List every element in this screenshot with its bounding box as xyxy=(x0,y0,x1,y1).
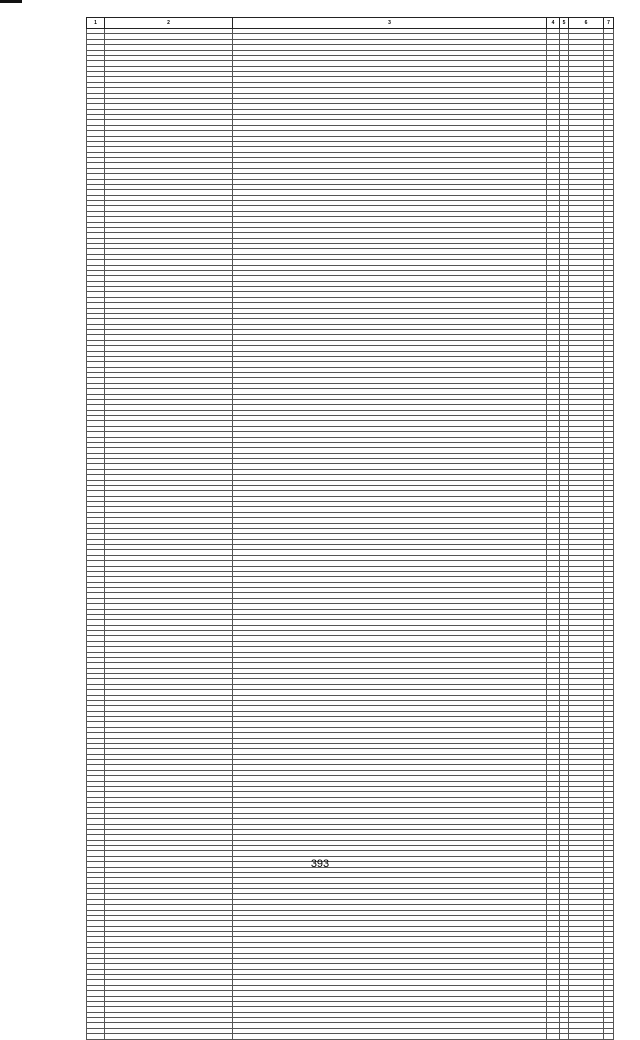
header-col-5: 5 xyxy=(560,18,569,29)
header-col-6: 6 xyxy=(569,18,604,29)
table-row xyxy=(87,1034,614,1039)
page-number: 393 xyxy=(310,858,330,870)
scan-corner-mark xyxy=(0,0,22,3)
table-cell xyxy=(105,1034,233,1039)
header-col-7: 7 xyxy=(604,18,614,29)
table-cell xyxy=(547,1034,560,1039)
register-table xyxy=(86,17,613,845)
header-col-4: 4 xyxy=(547,18,560,29)
table-cell xyxy=(569,1034,604,1039)
table-cell xyxy=(604,1034,614,1039)
header-col-1: 1 xyxy=(87,18,105,29)
table-cell xyxy=(87,1034,105,1039)
table-cell xyxy=(233,1034,547,1039)
table-cell xyxy=(560,1034,569,1039)
header-col-2: 2 xyxy=(105,18,233,29)
table-header-row xyxy=(87,18,614,29)
header-col-3: 3 xyxy=(233,18,547,29)
